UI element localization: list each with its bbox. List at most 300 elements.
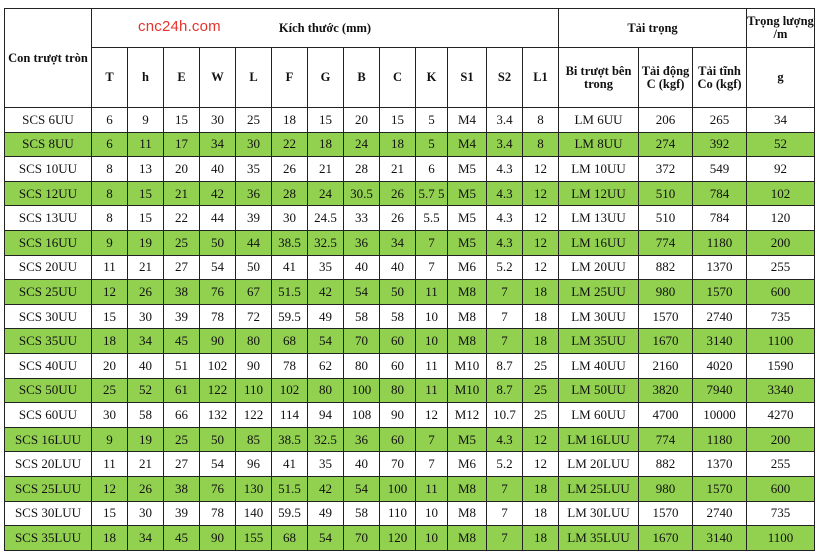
cell-l: 36 [236,181,272,206]
cell-e: 27 [164,255,200,280]
cell-t: 18 [92,526,128,551]
cell-dynamic: 980 [639,476,693,501]
cell-s2: 4.3 [487,206,523,231]
cell-b: 58 [344,501,380,526]
cell-bearing: LM 16LUU [559,427,639,452]
cell-h: 15 [128,181,164,206]
cell-model: SCS 25UU [5,280,92,305]
cell-s1: M6 [448,452,487,477]
cell-weight: 4270 [747,403,815,428]
cell-b: 70 [344,526,380,551]
cell-dynamic: 774 [639,230,693,255]
dim-header-f: F [272,48,308,108]
cell-weight: 200 [747,230,815,255]
cell-t: 12 [92,280,128,305]
spec-table-container [4,8,815,551]
cell-e: 45 [164,526,200,551]
cell-weight: 52 [747,132,815,157]
cell-f: 78 [272,353,308,378]
cell-g: 80 [308,378,344,403]
cell-bearing: LM 6UU [559,108,639,133]
cell-h: 52 [128,378,164,403]
table-row [5,181,815,206]
cell-weight: 255 [747,255,815,280]
cell-e: 38 [164,476,200,501]
cell-g: 94 [308,403,344,428]
dim-header-s1: S1 [448,48,487,108]
cell-c: 34 [380,230,416,255]
cell-dynamic: 882 [639,255,693,280]
cell-g: 54 [308,526,344,551]
spec-table [4,8,815,551]
cell-w: 102 [200,353,236,378]
cell-weight: 735 [747,501,815,526]
cell-g: 49 [308,304,344,329]
cell-h: 58 [128,403,164,428]
cell-w: 54 [200,452,236,477]
cell-static: 1180 [693,230,747,255]
cell-s2: 7 [487,526,523,551]
cell-g: 54 [308,329,344,354]
cell-dynamic: 2160 [639,353,693,378]
cell-s2: 8.7 [487,353,523,378]
cell-static: 1570 [693,280,747,305]
cell-t: 18 [92,329,128,354]
cell-static: 7940 [693,378,747,403]
cell-f: 18 [272,108,308,133]
cell-k: 6 [416,157,448,182]
cell-weight: 200 [747,427,815,452]
cell-l1: 12 [523,157,559,182]
spec-table-body [5,108,815,551]
cell-model: SCS 8UU [5,132,92,157]
table-row [5,280,815,305]
cell-w: 76 [200,476,236,501]
cell-s1: M8 [448,329,487,354]
cell-l: 80 [236,329,272,354]
cell-s2: 4.3 [487,427,523,452]
cell-model: SCS 40UU [5,353,92,378]
cell-l1: 18 [523,526,559,551]
cell-static: 392 [693,132,747,157]
cell-c: 60 [380,427,416,452]
cell-s1: M12 [448,403,487,428]
cell-h: 34 [128,329,164,354]
cell-model: SCS 16LUU [5,427,92,452]
cell-static: 1370 [693,255,747,280]
table-row [5,476,815,501]
cell-weight: 92 [747,157,815,182]
cell-c: 15 [380,108,416,133]
cell-w: 132 [200,403,236,428]
cell-bearing: LM 30UU [559,304,639,329]
table-row [5,353,815,378]
cell-w: 50 [200,230,236,255]
cell-e: 39 [164,501,200,526]
table-row [5,304,815,329]
cell-b: 54 [344,280,380,305]
cell-dynamic: 274 [639,132,693,157]
table-row [5,427,815,452]
cell-static: 265 [693,108,747,133]
cell-e: 22 [164,206,200,231]
cell-e: 61 [164,378,200,403]
cell-model: SCS 13UU [5,206,92,231]
cell-s1: M6 [448,255,487,280]
cell-b: 24 [344,132,380,157]
cell-s2: 7 [487,476,523,501]
cell-h: 34 [128,526,164,551]
cell-f: 26 [272,157,308,182]
cell-bearing: LM 30LUU [559,501,639,526]
cell-h: 40 [128,353,164,378]
cell-b: 30.5 [344,181,380,206]
cell-bearing: LM 40UU [559,353,639,378]
cell-g: 42 [308,280,344,305]
dim-header-l: L [236,48,272,108]
cell-e: 21 [164,181,200,206]
cell-l1: 8 [523,108,559,133]
cell-bearing: LM 20LUU [559,452,639,477]
cell-dynamic: 1570 [639,304,693,329]
cell-e: 39 [164,304,200,329]
cell-dynamic: 980 [639,280,693,305]
cell-l1: 18 [523,280,559,305]
cell-bearing: LM 8UU [559,132,639,157]
cell-l: 72 [236,304,272,329]
cell-g: 35 [308,255,344,280]
cell-s2: 4.3 [487,157,523,182]
cell-g: 42 [308,476,344,501]
cell-model: SCS 35LUU [5,526,92,551]
cell-bearing: LM 25UU [559,280,639,305]
cell-b: 100 [344,378,380,403]
cell-g: 24 [308,181,344,206]
cell-w: 90 [200,526,236,551]
cell-g: 35 [308,452,344,477]
cell-e: 27 [164,452,200,477]
cell-g: 15 [308,108,344,133]
cell-h: 13 [128,157,164,182]
cell-h: 15 [128,206,164,231]
cell-c: 18 [380,132,416,157]
cell-l: 30 [236,132,272,157]
cell-l: 67 [236,280,272,305]
cell-s1: M10 [448,353,487,378]
cell-weight: 1100 [747,329,815,354]
cell-e: 45 [164,329,200,354]
cell-k: 7 [416,452,448,477]
model-header: Con trượt tròn [5,9,92,108]
cell-t: 8 [92,157,128,182]
cell-s1: M5 [448,157,487,182]
cell-l: 130 [236,476,272,501]
cell-s1: M8 [448,501,487,526]
cell-bearing: LM 50UU [559,378,639,403]
cell-w: 90 [200,329,236,354]
dynamic-load-header: Tải động C (kgf) [639,48,693,108]
cell-c: 90 [380,403,416,428]
cell-model: SCS 25LUU [5,476,92,501]
static-load-header: Tải tĩnh Co (kgf) [693,48,747,108]
cell-s2: 4.3 [487,181,523,206]
cell-t: 15 [92,304,128,329]
cell-s1: M5 [448,181,487,206]
table-row [5,526,815,551]
cell-bearing: LM 10UU [559,157,639,182]
cell-f: 28 [272,181,308,206]
cell-model: SCS 20LUU [5,452,92,477]
cell-b: 40 [344,255,380,280]
cell-w: 76 [200,280,236,305]
cell-h: 19 [128,230,164,255]
table-row [5,378,815,403]
cell-weight: 255 [747,452,815,477]
cell-b: 28 [344,157,380,182]
cell-c: 21 [380,157,416,182]
cell-bearing: LM 12UU [559,181,639,206]
cell-bearing: LM 16UU [559,230,639,255]
cell-e: 17 [164,132,200,157]
cell-f: 68 [272,526,308,551]
cell-f: 38.5 [272,427,308,452]
table-row [5,255,815,280]
cell-l1: 12 [523,427,559,452]
cell-weight: 1590 [747,353,815,378]
cell-l1: 25 [523,353,559,378]
dim-header-k: K [416,48,448,108]
cell-weight: 3340 [747,378,815,403]
table-row [5,157,815,182]
table-row [5,452,815,477]
cell-t: 11 [92,255,128,280]
cell-s2: 4.3 [487,230,523,255]
cell-t: 8 [92,206,128,231]
cell-g: 32.5 [308,427,344,452]
cell-c: 26 [380,206,416,231]
cell-dynamic: 4700 [639,403,693,428]
cell-b: 20 [344,108,380,133]
cell-c: 60 [380,329,416,354]
cell-c: 70 [380,452,416,477]
cell-g: 62 [308,353,344,378]
cell-l1: 12 [523,452,559,477]
cell-f: 41 [272,255,308,280]
cell-l1: 18 [523,329,559,354]
watermark-logo: cnc24h.com [138,18,221,35]
cell-weight: 600 [747,476,815,501]
cell-t: 6 [92,132,128,157]
cell-f: 51.5 [272,280,308,305]
cell-e: 66 [164,403,200,428]
cell-h: 26 [128,280,164,305]
cell-f: 102 [272,378,308,403]
cell-h: 21 [128,452,164,477]
cell-l: 122 [236,403,272,428]
dimensions-header: Kích thước (mm) [92,9,559,48]
dim-header-g: G [308,48,344,108]
cell-s1: M4 [448,132,487,157]
cell-l1: 18 [523,304,559,329]
cell-dynamic: 510 [639,181,693,206]
cell-f: 41 [272,452,308,477]
cell-s1: M8 [448,476,487,501]
cell-dynamic: 1670 [639,329,693,354]
table-row [5,206,815,231]
dim-header-w: W [200,48,236,108]
cell-h: 9 [128,108,164,133]
cell-s1: M4 [448,108,487,133]
cell-h: 30 [128,501,164,526]
cell-l: 35 [236,157,272,182]
cell-s1: M8 [448,304,487,329]
cell-t: 11 [92,452,128,477]
cell-s2: 7 [487,280,523,305]
cell-k: 10 [416,501,448,526]
cell-static: 2740 [693,304,747,329]
cell-bearing: LM 13UU [559,206,639,231]
table-row [5,329,815,354]
dim-header-l1: L1 [523,48,559,108]
cell-e: 20 [164,157,200,182]
cell-l: 50 [236,255,272,280]
cell-k: 10 [416,526,448,551]
cell-b: 36 [344,230,380,255]
cell-w: 78 [200,501,236,526]
cell-g: 21 [308,157,344,182]
cell-model: SCS 16UU [5,230,92,255]
cell-s1: M5 [448,206,487,231]
cell-l1: 25 [523,378,559,403]
cell-static: 2740 [693,501,747,526]
table-row [5,501,815,526]
cell-f: 59.5 [272,304,308,329]
cell-s2: 3.4 [487,108,523,133]
dim-header-t: T [92,48,128,108]
load-header: Tải trọng [559,9,747,48]
cell-dynamic: 1670 [639,526,693,551]
cell-l: 25 [236,108,272,133]
cell-b: 36 [344,427,380,452]
cell-t: 12 [92,476,128,501]
cell-c: 80 [380,378,416,403]
cell-g: 32.5 [308,230,344,255]
cell-static: 549 [693,157,747,182]
cell-weight: 102 [747,181,815,206]
cell-k: 10 [416,304,448,329]
cell-t: 9 [92,427,128,452]
cell-c: 40 [380,255,416,280]
weight-header: Trọng lượng /m [747,9,815,48]
cell-f: 38.5 [272,230,308,255]
cell-k: 7 [416,427,448,452]
cell-f: 59.5 [272,501,308,526]
cell-f: 30 [272,206,308,231]
cell-dynamic: 3820 [639,378,693,403]
cell-weight: 34 [747,108,815,133]
cell-k: 5.5 [416,206,448,231]
dim-header-h: h [128,48,164,108]
cell-s2: 8.7 [487,378,523,403]
cell-c: 120 [380,526,416,551]
cell-k: 5 [416,108,448,133]
dim-header-b: B [344,48,380,108]
table-row [5,132,815,157]
cell-t: 20 [92,353,128,378]
cell-bearing: LM 35UU [559,329,639,354]
cell-model: SCS 30UU [5,304,92,329]
cell-static: 1180 [693,427,747,452]
cell-s1: M5 [448,230,487,255]
cell-h: 11 [128,132,164,157]
cell-k: 12 [416,403,448,428]
cell-t: 15 [92,501,128,526]
cell-c: 50 [380,280,416,305]
cell-model: SCS 50UU [5,378,92,403]
cell-w: 78 [200,304,236,329]
cell-l1: 18 [523,476,559,501]
cell-l1: 12 [523,255,559,280]
cell-model: SCS 60UU [5,403,92,428]
cell-w: 40 [200,157,236,182]
cell-s2: 3.4 [487,132,523,157]
cell-model: SCS 6UU [5,108,92,133]
cell-h: 19 [128,427,164,452]
cell-f: 22 [272,132,308,157]
dim-header-c: C [380,48,416,108]
cell-w: 30 [200,108,236,133]
cell-f: 68 [272,329,308,354]
cell-l1: 12 [523,181,559,206]
cell-t: 9 [92,230,128,255]
cell-model: SCS 20UU [5,255,92,280]
cell-model: SCS 30LUU [5,501,92,526]
cell-w: 34 [200,132,236,157]
cell-weight: 1100 [747,526,815,551]
table-row [5,230,815,255]
table-row [5,108,815,133]
cell-s2: 5.2 [487,255,523,280]
cell-s2: 7 [487,304,523,329]
cell-c: 60 [380,353,416,378]
cell-w: 122 [200,378,236,403]
cell-l: 155 [236,526,272,551]
cell-b: 70 [344,329,380,354]
cell-k: 5 [416,132,448,157]
cell-s2: 10.7 [487,403,523,428]
cell-l1: 12 [523,230,559,255]
cell-k: 7 [416,230,448,255]
cell-f: 114 [272,403,308,428]
cell-b: 80 [344,353,380,378]
cell-h: 30 [128,304,164,329]
cell-k: 11 [416,280,448,305]
cell-l1: 18 [523,501,559,526]
cell-bearing: LM 25LUU [559,476,639,501]
cell-static: 4020 [693,353,747,378]
cell-l1: 8 [523,132,559,157]
cell-b: 108 [344,403,380,428]
cell-c: 100 [380,476,416,501]
dim-header-e: E [164,48,200,108]
cell-l: 110 [236,378,272,403]
cell-b: 58 [344,304,380,329]
cell-l1: 25 [523,403,559,428]
cell-static: 784 [693,181,747,206]
cell-weight: 735 [747,304,815,329]
cell-e: 25 [164,427,200,452]
cell-e: 25 [164,230,200,255]
